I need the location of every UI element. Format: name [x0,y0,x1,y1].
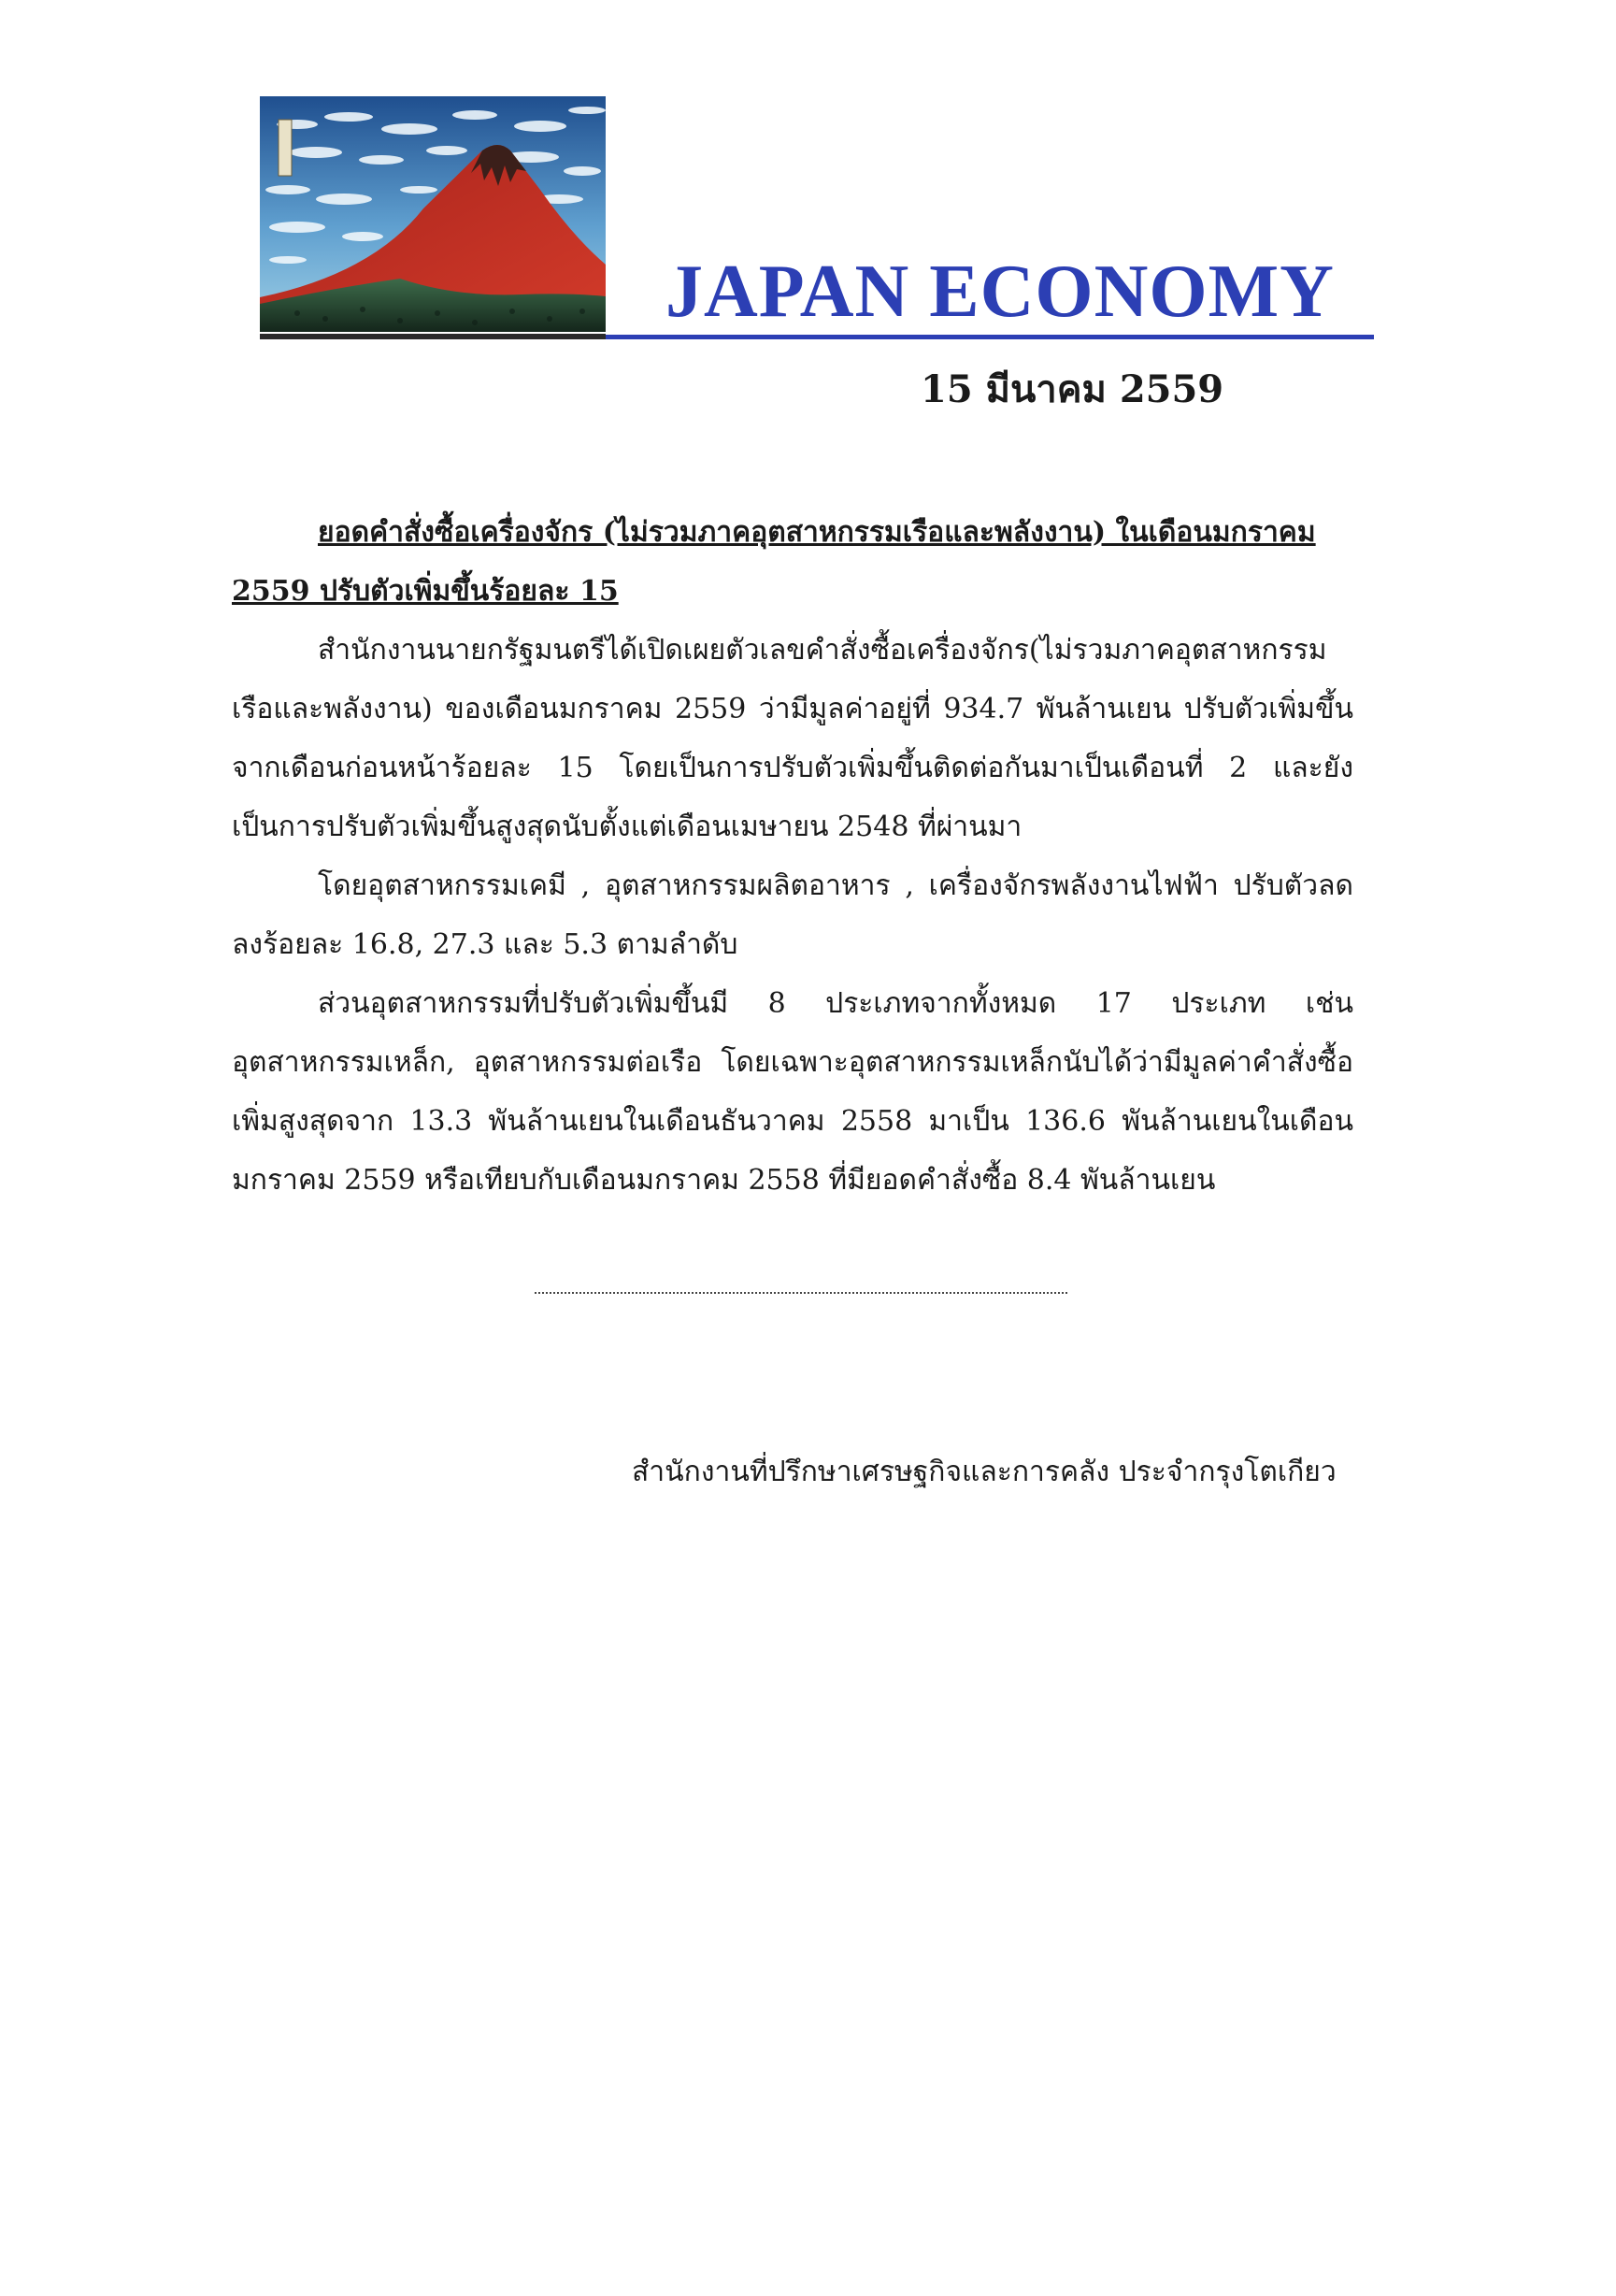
article-paragraph-2: โดยอุตสาหกรรมเคมี , อุตสาหกรรมผลิตอาหาร , เครื่องจักรพลังงานไฟฟ้า ปรับตัวลดลงร้อยละ 16.8, 27.3 และ 5.3 ตามลำดับ [232,869,1353,961]
article-paragraph-1: สำนักงานนายกรัฐมนตรีได้เปิดเผยตัวเลขคำสั่งซื้อเครื่องจักร(ไม่รวมภาคอุตสาหกรรมเรือและพลังงาน) ของเดือนมกราคม 2559 ว่ามีมูลค่าอยู่ที่ 934.7 พันล้านเยน ปรับตัวเพิ่มขึ้นจากเดือนก่อนหน้าร้อยละ 15 โดยเป็นการปรับตัวเพิ่มขึ้นติดต่อกันมาเป็นเดือนที่ 2 และยังเป็นการปรับตัวเพิ่มขึ้นสูงสุดนับตั้งแต่เดือนเมษายน 2548 ที่ผ่านมา [232,634,1353,843]
issuing-office-signature: สำนักงานที่ปรึกษาเศรษฐกิจและการคลัง ประจำกรุงโตเกียว [632,1456,1337,1488]
header-rule-blue [606,335,1374,339]
document-date: 15 มีนาคม 2559 [921,367,1224,411]
header-rule-dark [260,334,606,339]
mount-fuji-woodblock-print-image [260,96,606,332]
dotted-separator [535,1292,1067,1294]
article-paragraph-3: ส่วนอุตสาหกรรมที่ปรับตัวเพิ่มขึ้นมี 8 ประเภทจากทั้งหมด 17 ประเภท เช่น อุตสาหกรรมเหล็ก, อุตสาหกรรมต่อเรือ โดยเฉพาะอุตสาหกรรมเหล็กนับได้ว่ามีมูลค่าคำสั่งซื้อเพิ่มสูงสุดจาก 13.3 พันล้านเยนในเดือนธันวาคม 2558 มาเป็น 136.6 พันล้านเยนในเดือนมกราคม 2559 หรือเทียบกับเดือนมกราคม 2558 ที่มียอดคำสั่งซื้อ 8.4 พันล้านเยน [232,987,1353,1197]
document-title: JAPAN ECONOMY [665,251,1335,333]
article-headline: ยอดคำสั่งซื้อเครื่องจักร (ไม่รวมภาคอุตสาหกรรมเรือและพลังงาน) ในเดือนมกราคม 2559 ปรับตัวเพิ่มขึ้นร้อยละ 15 [232,516,1316,608]
article-body [232,503,1353,1210]
